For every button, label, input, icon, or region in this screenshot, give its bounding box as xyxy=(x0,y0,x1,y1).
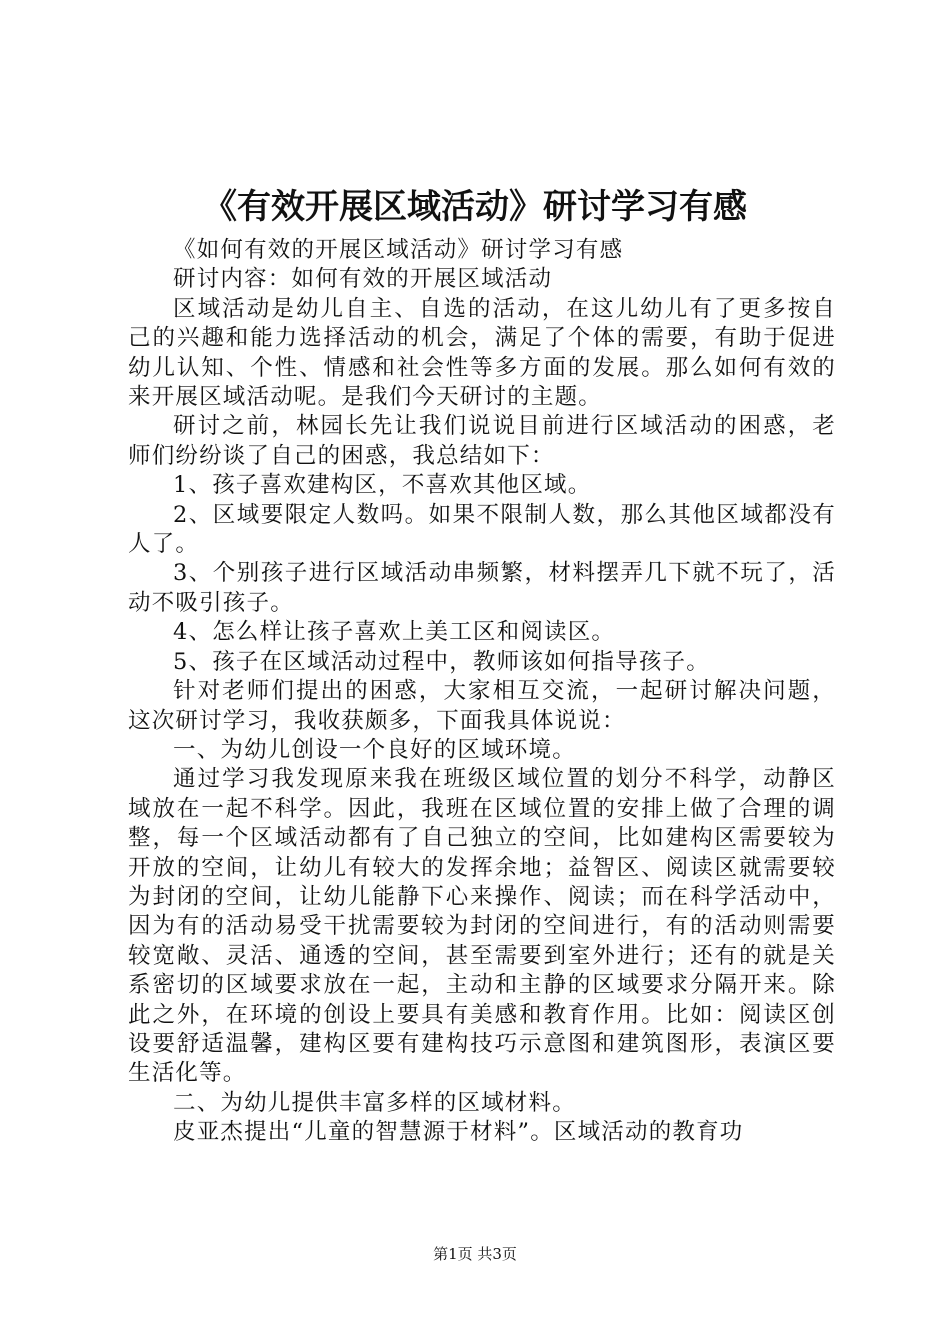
list-item-1: 1、孩子喜欢建构区，不喜欢其他区域。 xyxy=(173,472,592,499)
page-footer: 第1页 共3页 xyxy=(433,1245,517,1263)
paragraph-confusions: 研讨之前，林园长先让我们说说目前进行区域活动的困惑，老师们纷纷谈了自己的困惑，我总结如下： xyxy=(128,413,836,469)
document-title: 《有效开展区域活动》研讨学习有感 xyxy=(203,187,747,227)
paragraph-materials: 皮亚杰提出“儿童的智慧源于材料”。区域活动的教育功 xyxy=(173,1119,744,1146)
list-item-2: 2、区域要限定人数吗。如果不限制人数，那么其他区域都没有人了。 xyxy=(128,501,836,558)
list-item-4: 4、怎么样让孩子喜欢上美工区和阅读区。 xyxy=(173,619,616,646)
section-heading-1: 一、为幼儿创设一个良好的区域环境。 xyxy=(173,736,576,763)
section-heading-2: 二、为幼儿提供丰富多样的区域材料。 xyxy=(173,1089,576,1116)
list-item-5: 5、孩子在区域活动过程中，教师该如何指导孩子。 xyxy=(173,648,710,675)
paragraph-discussion: 针对老师们提出的困惑，大家相互交流，一起研讨解决问题，这次研讨学习，我收获颇多，下面我具体说说： xyxy=(128,678,836,734)
paragraph-environment: 通过学习我发现原来我在班级区域位置的划分不科学，动静区域放在一起不科学。因此，我班在区域位置的安排上做了合理的调整，每一个区域活动都有了自己独立的空间，比如建构区需要较为开放的空间，让幼儿有较大的发挥余地；益智区、阅读区就需要较为封闭的空间，让幼儿能静下心来操作、阅读；而在科学活动中，因为有的活动易受干扰需要较为封闭的空间进行，有的活动则需要较宽敞、灵活、通透的空间，甚至需要到室外进行；还有的就是关系密切的区域要求放在一起，主动和主静的区域要求分隔开来。除此之外，在环境的创设上要具有美感和教育作用。比如：阅读区创设要舒适温馨，建构区要有建构技巧示意图和建筑图形，表演区要生活化等。 xyxy=(128,766,836,1087)
paragraph-topic: 研讨内容：如何有效的开展区域活动 xyxy=(173,266,553,293)
paragraph-subtitle: 《如何有效的开展区域活动》研讨学习有感 xyxy=(173,237,624,263)
list-item-3: 3、个别孩子进行区域活动串频繁，材料摆弄几下就不玩了，活动不吸引孩子。 xyxy=(128,560,836,616)
paragraph-intro: 区域活动是幼儿自主、自选的活动，在这儿幼儿有了更多按自己的兴趣和能力选择活动的机会，满足了个体的需要，有助于促进幼儿认知、个性、情感和社会性等多方面的发展。那么如何有效的来开展区域活动呢。是我们今天研讨的主题。 xyxy=(128,295,836,411)
document-body xyxy=(128,236,836,1148)
